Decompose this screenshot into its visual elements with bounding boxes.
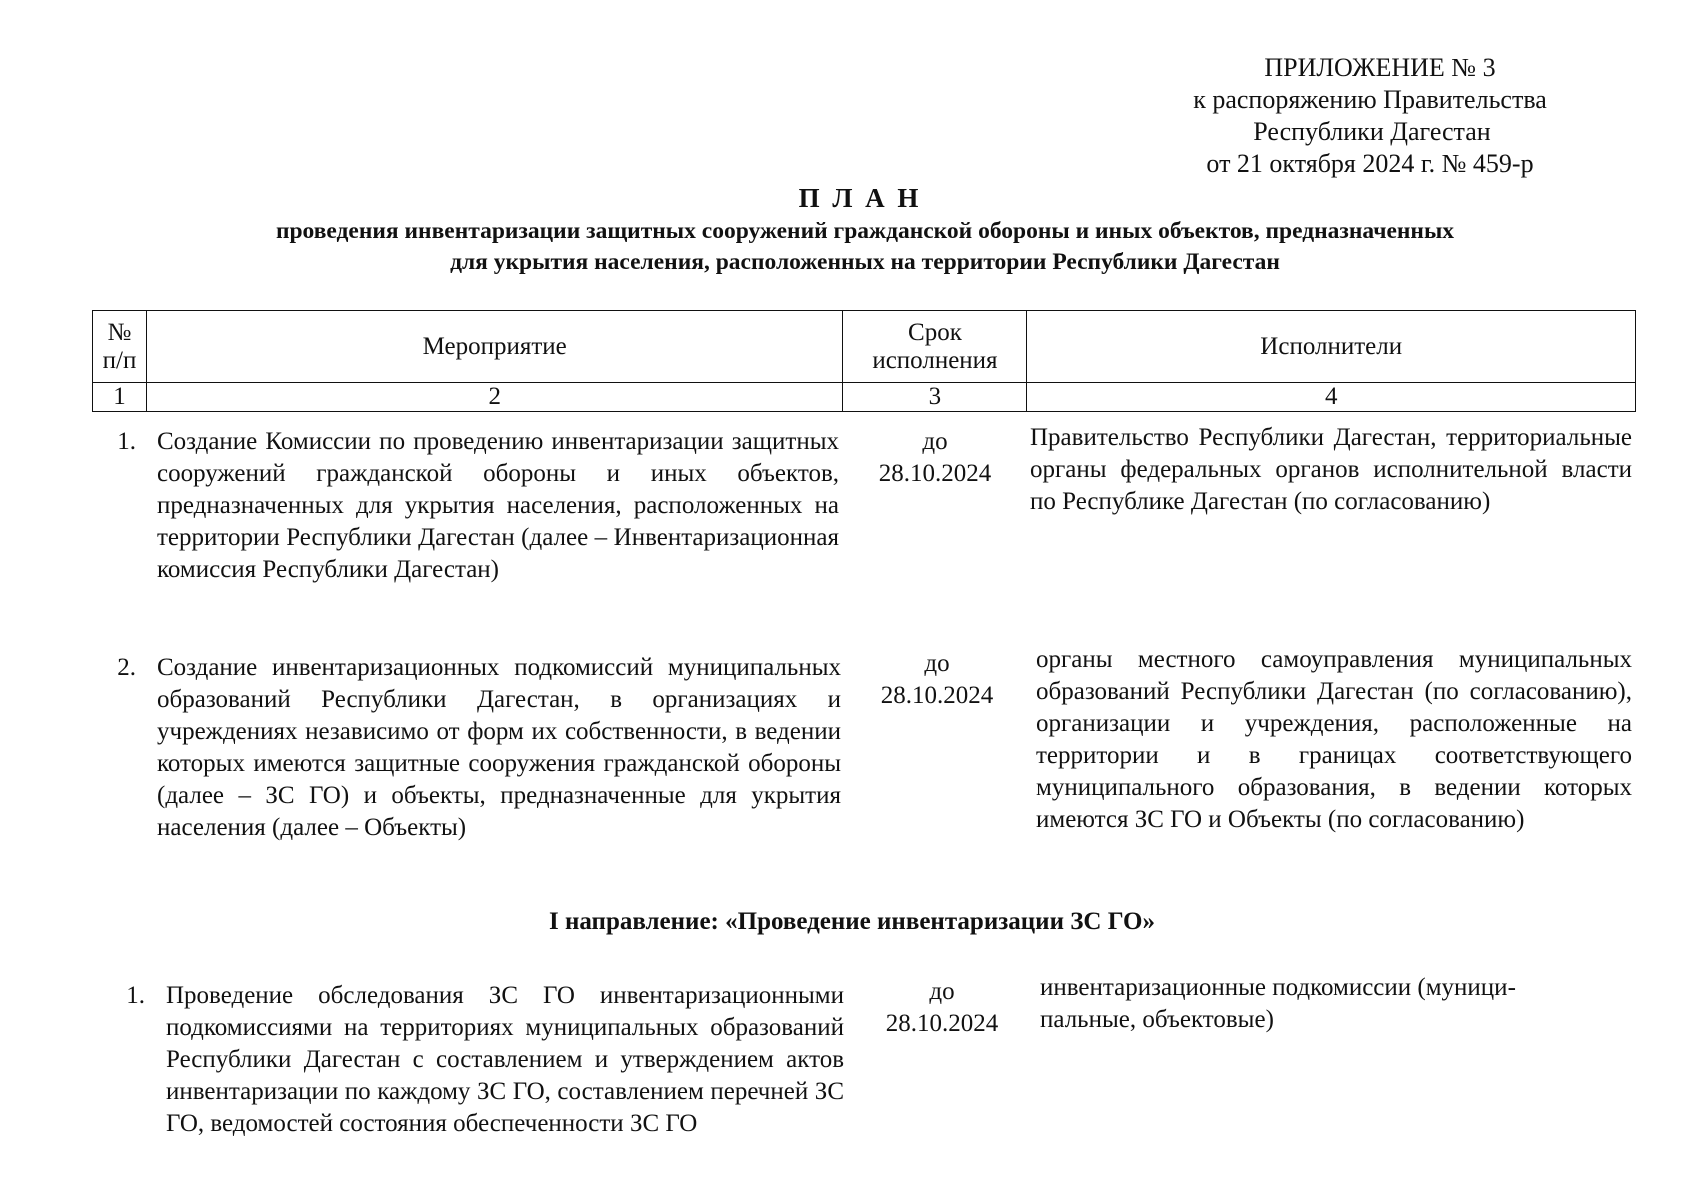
- header-activity: Мероприятие: [146, 311, 842, 383]
- row-deadline: [857, 976, 1027, 1040]
- row-deadline: [852, 648, 1022, 712]
- document-subtitle: [120, 216, 1610, 278]
- table-row: [0, 974, 1704, 1180]
- header-executors: Исполнители: [1027, 311, 1636, 383]
- row-number: 1.: [126, 982, 145, 1009]
- plan-table-header: [92, 310, 1636, 412]
- header-index-4: 4: [1027, 383, 1636, 412]
- row-executors: инвентаризационные подкомиссии (муници-пальные, объектовые): [1040, 974, 1516, 1033]
- header-index-3: 3: [843, 383, 1027, 412]
- header-deadline: Срок исполнения: [843, 311, 1027, 383]
- appendix-date: от 21 октября 2024 г. № 459-р: [1206, 149, 1534, 178]
- subtitle-line-2: для укрытия населения, расположенных на территории Республики Дагестан: [450, 249, 1280, 275]
- appendix-order-ref: к распоряжению Правительства: [1193, 85, 1547, 114]
- deadline-date: 28.10.2024: [878, 460, 992, 487]
- row-executors: Правительство Республики Дагестан, территориальные органы федеральных органов исполнительной власти по Республике Дагестан (по согласованию): [1030, 424, 1632, 515]
- row-number: 1.: [117, 428, 136, 455]
- table-row: [0, 646, 1704, 892]
- appendix-number: ПРИЛОЖЕНИЕ № 3: [1264, 53, 1496, 82]
- row-activity: Проведение обследования ЗС ГО инвентаризационными подкомиссиями на территориях муниципальных образований Республики Дагестан с составлением и утверждением актов инвентаризации по каждому ЗС ГО, составлением перечней ЗС ГО, ведомостей состояния обеспеченности ЗС ГО: [166, 982, 844, 1137]
- deadline-prefix: до: [929, 978, 955, 1005]
- header-number: № п/п: [93, 311, 147, 383]
- header-index-2: 2: [146, 383, 842, 412]
- appendix-block: [1140, 52, 1600, 180]
- row-activity: Создание Комиссии по проведению инвентаризации защитных сооружений гражданской обороны и иных объектов, предназначенных для укрытия населения, расположенных на территории Республики Дагестан (далее – Инвентаризационная комиссия Республики Дагестан): [157, 428, 839, 583]
- deadline-date: 28.10.2024: [880, 682, 994, 709]
- row-executors: органы местного самоуправления муниципальных образований Республики Дагестан (по согласованию), организации и учреждения, расположенные на территории и в границах соответствующего муниципального образования, в ведении которых имеются ЗС ГО и Объекты (по согласованию): [1036, 646, 1632, 833]
- deadline-prefix: до: [922, 428, 948, 455]
- table-row: [0, 426, 1704, 626]
- section-heading: I направление: «Проведение инвентаризации ЗС ГО»: [549, 908, 1155, 935]
- header-index-1: 1: [93, 383, 147, 412]
- appendix-government: Республики Дагестан: [1253, 117, 1491, 146]
- subtitle-line-1: проведения инвентаризации защитных сооружений гражданской обороны и иных объектов, предназначенных: [275, 218, 1455, 244]
- row-deadline: [850, 426, 1020, 490]
- deadline-date: 28.10.2024: [885, 1010, 999, 1037]
- row-number: 2.: [117, 654, 136, 681]
- document-title: П Л А Н: [798, 183, 922, 213]
- row-activity: Создание инвентаризационных подкомиссий муниципальных образований Республики Дагестан, в организациях и учреждениях независимо от форм их собственности, в ведении которых имеются защитные сооружения гражданской обороны (далее – ЗС ГО) и объекты, предназначенные для укрытия населения (далее – Объекты): [157, 654, 841, 841]
- deadline-prefix: до: [924, 650, 950, 677]
